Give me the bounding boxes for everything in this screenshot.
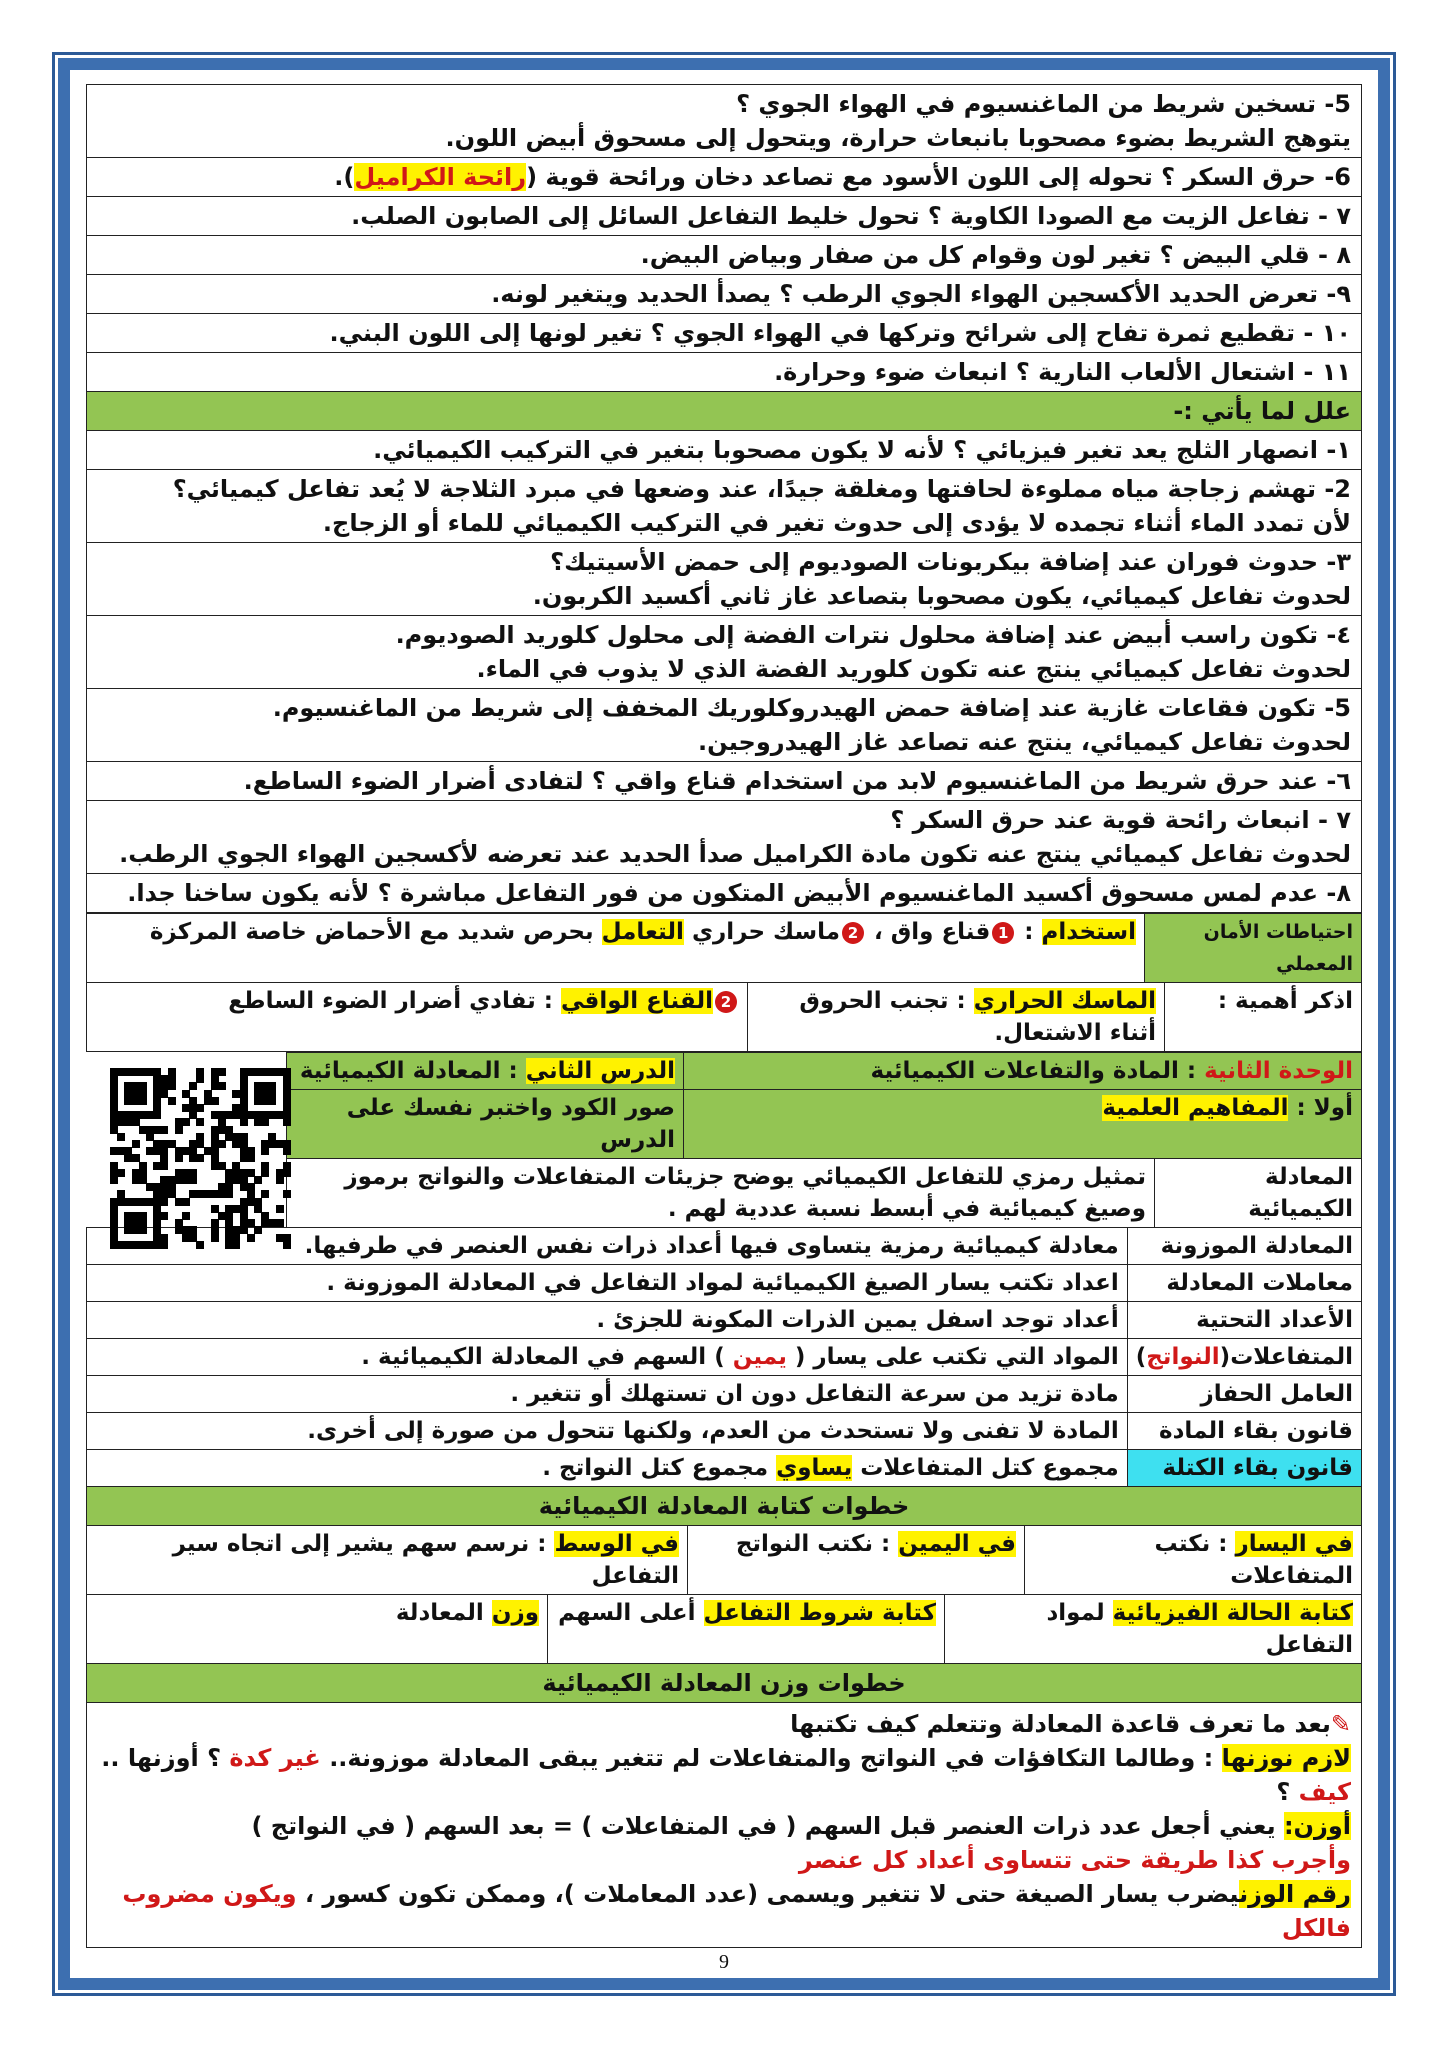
reason-1 [86, 431, 1362, 470]
change-item-7 [86, 197, 1362, 236]
caramel-highlight: رائحة الكراميل [354, 163, 527, 191]
change-item-9 [86, 275, 1362, 314]
definition-row [87, 1413, 1362, 1450]
reason-text: 2- تهشم زجاجة مياه مملوءة لحافتها ومغلقة جيدًا، عند وضعها في مبرد الثلاجة لا يُعد تفاعل كيميائي؟ [172, 475, 1351, 503]
qr-module [196, 1241, 204, 1249]
definition-term: العامل الحفاز [1127, 1376, 1361, 1413]
qr-module [110, 1176, 118, 1184]
definition-row [287, 1159, 1362, 1228]
qr-module [225, 1190, 233, 1198]
qr-module [261, 1169, 269, 1177]
qr-module [132, 1140, 140, 1148]
qr-module [268, 1097, 276, 1105]
definition-text: المادة لا تفنى ولا تستحدث من العدم، ولكنها تتحول من صورة إلى أخرى. [87, 1413, 1128, 1450]
balance-l1-text: بعد ما تعرف قاعدة المعادلة وتتعلم كيف تكتبها [790, 1710, 1331, 1738]
qr-module [211, 1234, 219, 1242]
def-part-b: مجموع كتل النواتج . [542, 1455, 769, 1481]
concepts-highlight: المفاهيم العلمية [1102, 1095, 1289, 1121]
change-item-11 [86, 353, 1362, 392]
def-red: يمين [732, 1344, 787, 1370]
definition-text: أعداد توجد اسفل يمين الذرات المكونة للجزئ . [87, 1302, 1128, 1339]
def-part-a: مجموع كتل المتفاعلات [860, 1455, 1119, 1481]
step-cond [548, 1595, 945, 1664]
writing-steps-title: خطوات كتابة المعادلة الكيميائية [538, 1492, 910, 1520]
qr-module [283, 1147, 291, 1155]
l2-end: ؟ [1276, 1778, 1291, 1806]
l2-red1: غير كدة [229, 1744, 321, 1772]
qr-module [218, 1068, 226, 1076]
item-answer: يتوهج الشريط بضوء مصحوبا بانبعاث حرارة، ويتحول إلى مسحوق أبيض اللون. [445, 124, 1351, 152]
qr-module [240, 1118, 248, 1126]
safety-content [87, 914, 1145, 983]
qr-module [247, 1234, 255, 1242]
shield-text: : تفادي أضرار الضوء الساطع [228, 988, 553, 1014]
qr-module [160, 1162, 168, 1170]
definition-term: قانون بقاء الكتلة [1127, 1450, 1361, 1487]
reason-answer: لحدوث تفاعل كيميائي، يكون مصحوبا بتصاعد غاز ثاني أكسيد الكربون. [532, 582, 1351, 610]
qr-module [196, 1104, 204, 1112]
unit-table [286, 1052, 1362, 1159]
reason-text: ٤- تكون راسب أبيض عند إضافة محلول نترات الفضة إلى محلول كلوريد الصوديوم. [395, 621, 1351, 649]
qr-module [218, 1140, 226, 1148]
def-part-a: المواد التي تكتب على يسار ( [794, 1344, 1119, 1370]
lesson-cell [287, 1053, 684, 1090]
reason-text: ١- انصهار الثلج يعد تغير فيزيائي ؟ لأنه لا يكون مصحوبا بتغير في التركيب الكيميائي. [373, 436, 1351, 464]
reason-text: ٨- عدم لمس مسحوق أكسيد الماغنسيوم الأبيض المتكون من فور التفاعل مباشرة ؟ لأنه يكون ساخنا جدا. [127, 879, 1351, 907]
l3-highlight: أوزن: [1283, 1812, 1351, 1840]
definition-text: مادة تزيد من سرعة التفاعل دون ان تستهلك أو تتغير . [87, 1376, 1128, 1413]
definitions-table-full [86, 1227, 1362, 1487]
l5-highlight: رقم الوزن [1239, 1880, 1351, 1908]
qr-module [261, 1118, 269, 1126]
balance-line-2 [97, 1741, 1351, 1809]
importance-table [86, 982, 1362, 1052]
number-badge-icon: 2 [715, 991, 737, 1013]
balance-heading [86, 1664, 1362, 1703]
qr-module [160, 1126, 168, 1134]
definition-term: قانون بقاء المادة [1127, 1413, 1361, 1450]
qr-module [182, 1118, 190, 1126]
qr-module [276, 1219, 284, 1227]
pencil-icon: ✎ [1330, 1710, 1351, 1738]
reason-6 [86, 762, 1362, 801]
qr-module [196, 1154, 204, 1162]
colon: : [1024, 919, 1042, 945]
balance-text: المعادلة [395, 1600, 484, 1626]
qr-module [139, 1226, 147, 1234]
l5-text: يضرب يسار الصيغة حتى لا تتغير ويسمى (عدد المعاملات )، وممكن تكون كسور ، [304, 1880, 1240, 1908]
definition-row [87, 1339, 1362, 1376]
qr-module [218, 1082, 226, 1090]
page-number: 9 [719, 1951, 729, 1973]
qr-module [160, 1212, 168, 1220]
item-tail: ). [334, 163, 355, 191]
mask-highlight: الماسك الحراري [973, 988, 1156, 1014]
importance-mask [748, 983, 1165, 1052]
qr-module [283, 1190, 291, 1198]
use-highlight: استخدام [1041, 919, 1136, 945]
qr-module [139, 1097, 147, 1105]
change-item-10 [86, 314, 1362, 353]
balance-line-1 [97, 1707, 1351, 1741]
reasons-heading [86, 392, 1362, 431]
definition-row [87, 1265, 1362, 1302]
safety-item-2: ماسك حراري [691, 919, 840, 945]
definition-text: معادلة كيميائية رمزية يتساوى فيها أعداد ذرات نفس العنصر في طرفيها. [87, 1228, 1128, 1265]
reason-answer: لأن تمدد الماء أثناء تجمده لا يؤدى إلى حدوث تغير في التركيب الكيميائي للماء أو الزجاج. [322, 509, 1351, 537]
definition-term: المعادلة الموزونة [1127, 1228, 1361, 1265]
qr-module [175, 1126, 183, 1134]
qr-module [160, 1241, 168, 1249]
unit-text: : المادة والتفاعلات الكيميائية [870, 1058, 1197, 1084]
cond-text: أعلى السهم [558, 1600, 696, 1626]
qr-module [196, 1118, 204, 1126]
definition-term: المتفاعلات(النواتج) [1127, 1339, 1361, 1376]
def-part-b: ) السهم في المعادلة الكيميائية . [361, 1344, 725, 1370]
qr-module [261, 1190, 269, 1198]
definition-text [87, 1339, 1128, 1376]
right-highlight: في اليمين [898, 1531, 1016, 1557]
deal-highlight: التعامل [601, 919, 684, 945]
reason-answer: لحدوث تفاعل كيميائي ينتج عنه تكون مادة الكراميل صدأ الحديد عند تعرضه لأكسجين الهواء الجوي الرطب. [119, 840, 1351, 868]
item-question: 5- تسخين شريط من الماغنسيوم في الهواء الجوي ؟ [736, 90, 1351, 118]
cond-highlight: كتابة شروط التفاعل [703, 1600, 936, 1626]
reason-text: ٧ - انبعاث رائحة قوية عند حرق السكر ؟ [890, 806, 1351, 834]
reasons-title: علل لما يأتي :- [1173, 397, 1351, 425]
qr-module [196, 1075, 204, 1083]
l2-mid: ؟ أوزنها .. [101, 1744, 221, 1772]
item-question: ٧ - تفاعل الزيت مع الصودا الكاوية ؟ تحول خليط التفاعل السائل إلى الصابون الصلب. [351, 202, 1351, 230]
concepts-cell [684, 1090, 1362, 1159]
step-right [688, 1526, 1025, 1595]
right-text: : نكتب النواتج [735, 1531, 891, 1557]
def-highlight: يساوي [776, 1455, 853, 1481]
qr-module [117, 1133, 125, 1141]
reason-answer: لحدوث تفاعل كيميائي ينتج عنه تكون كلوريد الفضة الذي لا يذوب في الماء. [476, 655, 1351, 683]
number-badge-icon: 2 [842, 922, 864, 944]
mask-text: : تجنب الحروق أثناء الاشتعال. [799, 988, 1156, 1046]
reason-text: ٣- حدوث فوران عند إضافة بيكربونات الصوديوم إلى حمض الأسيتيك؟ [550, 548, 1351, 576]
qr-module [276, 1176, 284, 1184]
importance-label [1165, 983, 1362, 1052]
reason-answer: لحدوث تفاعل كيميائي، ينتج عنه تصاعد غاز الهيدروجين. [698, 728, 1351, 756]
qr-module [160, 1198, 168, 1206]
item-question: ٩- تعرض الحديد الأكسجين الهواء الجوي الرطب ؟ يصدأ الحديد ويتغير لونه. [491, 280, 1351, 308]
qr-module [211, 1097, 219, 1105]
writing-steps-row2 [86, 1594, 1362, 1664]
qr-code-icon[interactable] [110, 1068, 290, 1248]
change-item-6 [86, 158, 1362, 197]
definition-term: المعادلة الكيميائية [1155, 1159, 1362, 1228]
safety-table [86, 913, 1362, 983]
reason-2 [86, 470, 1362, 543]
reason-text: ٦- عند حرق شريط من الماغنسيوم لابد من استخدام قناع واقي ؟ لتفادى أضرار الضوء الساطع. [243, 767, 1351, 795]
unit-cell [684, 1053, 1362, 1090]
qr-module [182, 1212, 190, 1220]
middle-highlight: في الوسط [554, 1531, 679, 1557]
qr-module [168, 1097, 176, 1105]
writing-steps-row1 [86, 1525, 1362, 1595]
balance-body [86, 1703, 1362, 1948]
safety-item-1: قناع واق ، [873, 919, 991, 945]
balance-line-4: وأجرب كذا طريقة حتى تتساوى أعداد كل عنصر [798, 1846, 1351, 1874]
phys-text: لمواد التفاعل [1046, 1600, 1353, 1658]
qr-module [283, 1241, 291, 1249]
change-item-5 [86, 84, 1362, 158]
definition-text [87, 1450, 1128, 1487]
balance-highlight: وزن [491, 1600, 539, 1626]
qr-module [283, 1118, 291, 1126]
step-left [1025, 1526, 1362, 1595]
definition-term: الأعداد التحتية [1127, 1302, 1361, 1339]
item-question: ١١ - اشتعال الألعاب النارية ؟ انبعاث ضوء وحرارة. [774, 358, 1351, 386]
phys-highlight: كتابة الحالة الفيزيائية [1112, 1600, 1353, 1626]
reason-4 [86, 616, 1362, 689]
qr-module [182, 1198, 190, 1206]
reason-7 [86, 801, 1362, 874]
l2-red2: كيف [1298, 1778, 1351, 1806]
qr-module [254, 1176, 262, 1184]
term-red: النواتج [1146, 1344, 1220, 1370]
balance-line-5 [97, 1877, 1351, 1945]
l5-red: ويكون مضروب فالكل [122, 1880, 1351, 1942]
change-item-8 [86, 236, 1362, 275]
qr-module [254, 1226, 262, 1234]
qr-module [153, 1111, 161, 1119]
step-phys [945, 1595, 1362, 1664]
reason-text: 5- تكون فقاعات غازية عند إضافة حمض الهيدروكلوريك المخفف إلى شريط من الماغنسيوم. [272, 694, 1351, 722]
definition-text: اعداد تكتب يسار الصيغ الكيميائية لمواد التفاعل في المعادلة الموزونة . [87, 1265, 1128, 1302]
qr-module [189, 1176, 197, 1184]
qr-module [261, 1147, 269, 1155]
definition-row [87, 1302, 1362, 1339]
l3-text: يعني أجعل عدد ذرات العنصر قبل السهم ( في المتفاعلات ) = بعد السهم ( في النواتج ) [251, 1812, 1276, 1840]
lesson-text: : المعادلة الكيميائية [299, 1058, 518, 1084]
lesson-main [286, 1052, 1362, 1228]
importance-label-text: اذكر أهمية : [1217, 988, 1353, 1014]
balance-title: خطوات وزن المعادلة الكيميائية [542, 1669, 906, 1697]
step-balance [87, 1595, 548, 1664]
left-highlight: في اليسار [1235, 1531, 1353, 1557]
item-question: 6- حرق السكر ؟ تحوله إلى اللون الأسود مع تصاعد دخان ورائحة قوية ( [526, 163, 1351, 191]
qr-module [189, 1082, 197, 1090]
qr-module [276, 1205, 284, 1213]
shield-highlight: القناع الواقي [561, 988, 713, 1014]
middle-text: : نرسم سهم يشير إلى اتجاه سير التفاعل [172, 1531, 679, 1589]
safety-label [1145, 914, 1362, 983]
qr-module [232, 1241, 240, 1249]
item-question: ١٠ - تقطيع ثمرة تفاح إلى شرائح وتركها في الهواء الجوي ؟ تغير لونها إلى اللون البني. [329, 319, 1351, 347]
qr-module [175, 1154, 183, 1162]
item-question: ٨ - قلي البيض ؟ تغير لون وقوام كل من صفار وبياض البيض. [640, 241, 1351, 269]
definition-text: تمثيل رمزي للتفاعل الكيميائي يوضح جزيئات المتفاعلات والنواتج برموز وصيغ كيميائية في أبسط نسبة عددية لهم . [287, 1159, 1155, 1228]
step-middle [87, 1526, 688, 1595]
left-text: : نكتب المتفاعلات [1154, 1531, 1353, 1589]
unit-label: الوحدة الثانية [1204, 1058, 1353, 1084]
first-prefix: أولا : [1288, 1095, 1353, 1121]
number-badge-icon: 1 [992, 922, 1014, 944]
l2-text: : وطالما التكافؤات في النواتج والمتفاعلات لم تتغير يبقى المعادلة موزونة.. [329, 1744, 1214, 1772]
writing-steps-heading [86, 1487, 1362, 1526]
definition-row [87, 1450, 1362, 1487]
balance-line-3 [97, 1809, 1351, 1843]
qr-module [168, 1082, 176, 1090]
definition-row [87, 1376, 1362, 1413]
reason-3 [86, 543, 1362, 616]
l2-highlight: لازم نوزنها [1221, 1744, 1351, 1772]
qr-module [117, 1169, 125, 1177]
qr-module [283, 1169, 291, 1177]
definition-term: معاملات المعادلة [1127, 1265, 1361, 1302]
reason-8 [86, 874, 1362, 913]
safety-rest: بحرص شديد مع الأحماض خاصة المركزة [149, 919, 594, 945]
importance-shield [87, 983, 748, 1052]
reason-5 [86, 689, 1362, 762]
safety-label-text: احتياطات الأمان المعملي [1203, 921, 1353, 975]
definitions-table [286, 1158, 1362, 1228]
page-content [86, 84, 1362, 1973]
qr-hint: صور الكود واختبر نفسك على الدرس [346, 1095, 675, 1153]
qr-hint-cell [287, 1090, 684, 1159]
lesson-label: الدرس الثاني [525, 1058, 675, 1084]
qr-module [247, 1154, 255, 1162]
term-main: المتفاعلات [1230, 1344, 1353, 1370]
lesson-section [86, 1052, 1362, 1228]
page-border-frame [58, 58, 1390, 1990]
